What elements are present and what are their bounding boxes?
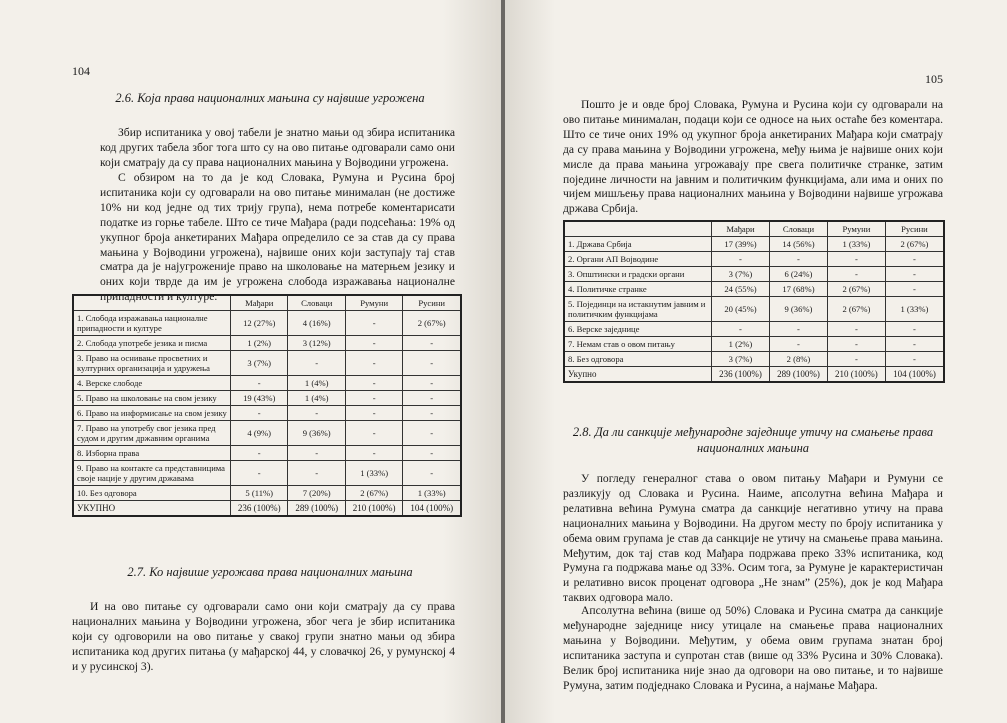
cell: - [345, 391, 402, 406]
cell: - [345, 336, 402, 351]
cell: 14 (56%) [769, 237, 827, 252]
cell: - [345, 376, 402, 391]
row-label: 4. Верске слободе [73, 376, 231, 391]
cell: 3 (7%) [712, 267, 770, 282]
col-header: Румуни [827, 221, 885, 237]
table-row [73, 311, 461, 336]
cell: 2 (67%) [827, 297, 885, 322]
cell: - [288, 406, 345, 421]
row-label: 4. Политичке странке [564, 282, 712, 297]
cell: - [231, 376, 288, 391]
cell: 20 (45%) [712, 297, 770, 322]
col-header: Русини [403, 295, 461, 311]
cell: 24 (55%) [712, 282, 770, 297]
right-paragraph-3: Апсолутна већина (више од 50%) Словака и Русина сматра да санкције међународне заједнице нису утицале на смањење права националних мањина у Војводини. Међутим, у обема овим групама знатан број испитаника заступа и супротан став (више од 33% Русина и 30% Словака). Велик број испитаника није знао да одговори на ово питање, и то највише Румуна, затим подједнако Словака и Русина, а најмање Мађара. [563, 604, 943, 692]
cell: 9 (36%) [288, 421, 345, 446]
cell: - [885, 322, 944, 337]
table-row [564, 267, 944, 282]
cell: 3 (7%) [712, 352, 770, 367]
cell: 1 (33%) [827, 237, 885, 252]
cell: 2 (67%) [827, 282, 885, 297]
table-row [73, 486, 461, 501]
row-label: 2. Слобода употребе језика и писма [73, 336, 231, 351]
col-header: Мађари [231, 295, 288, 311]
cell: - [345, 351, 402, 376]
row-label: 10. Без одговора [73, 486, 231, 501]
cell: 1 (2%) [712, 337, 770, 352]
cell: 4 (16%) [288, 311, 345, 336]
page-number-right: 105 [925, 72, 943, 86]
col-header: Словаци [288, 295, 345, 311]
cell: - [712, 322, 770, 337]
rights-threatened-table [72, 294, 462, 517]
cell: - [885, 337, 944, 352]
cell: - [769, 252, 827, 267]
cell: - [288, 461, 345, 486]
right-paragraph-2: У погледу генералног става о овом питању Мађари и Румуни се разликују од Словака и Русина. Наиме, апсолутна већина Мађара и релативна већина Румуна сматра да санкције негативно утичу на права националних мањина у Војводини. На другом месту по броју испитаника у обема овим групама је став да санкције не утичу на смањење права мањина. Међутим, док тај став код Мађара подржава преко 33% испитаника, код Румуна га подржава мање од 33%. Осим тога, за Румуне је карактеристичан и релативно висок проценат одговора „Не знам” (25%), док је код Мађара таквих одговора мало. [563, 472, 943, 605]
cell: - [403, 421, 461, 446]
cell: 236 (100%) [231, 501, 288, 517]
col-header: Русини [885, 221, 944, 237]
cell: - [403, 391, 461, 406]
table-row [73, 406, 461, 421]
row-label: 3. Право на оснивање просветних и културних организација и удружења [73, 351, 231, 376]
cell: - [231, 461, 288, 486]
section-heading-line-1: 2.8. Да ли санкције међународне заједнице утичу на смањење права [572, 425, 934, 439]
cell: 210 (100%) [345, 501, 402, 517]
cell: - [885, 252, 944, 267]
cell: - [345, 311, 402, 336]
cell: 4 (9%) [231, 421, 288, 446]
table-row [564, 282, 944, 297]
cell: 1 (33%) [345, 461, 402, 486]
cell: 236 (100%) [712, 367, 770, 383]
table-header-row [564, 221, 944, 237]
cell: - [403, 376, 461, 391]
cell: - [345, 421, 402, 446]
cell: 6 (24%) [769, 267, 827, 282]
cell: 289 (100%) [288, 501, 345, 517]
row-label: 1. Слобода изражавања националне припадности и културе [73, 311, 231, 336]
right-paragraph-1: Пошто је и овде број Словака, Румуна и Русина који су одговарали на ово питање минималан, подаци који се односе на њих остаће без коментара. Што се тиче оних 19% од укупног броја анкетираних Мађара који сматрају да су права мањина у Војводини угрожена, међу њима је највише оних који мисле да права мањина угрожавају пре свега политичке странке, затим поједине личности на јавним и политичким функцијама, али има и оних по чијем мишљењу права националних мањина у Војводини највише угрожава држава Србија. [563, 98, 943, 216]
cell: 104 (100%) [403, 501, 461, 517]
table-header-row [73, 295, 461, 311]
cell: 3 (7%) [231, 351, 288, 376]
section-heading-2-7: 2.7. Ко највише угрожава права националних мањина [127, 565, 413, 579]
cell: - [288, 446, 345, 461]
page-number-left: 104 [72, 64, 90, 78]
row-label: 2. Органи АП Војводине [564, 252, 712, 267]
left-paragraph-2: С обзиром на то да је код Словака, Румуна и Русина број испитаника који су одговарали на ово питање минималан (не достиже 10% ни код једне од тих трију група), нема потребе коментарисати податке из горње табеле. Што се тиче Мађара (ради подсећања: 19% од укупног броја анкетираних Мађара определило се за став да су права мањина у Војводини угрожена), највише оних који заступају тај став сматра да је најугроженије право на школовање на матерњем језику и оних који тврде да им је угрожена слобода изражавања националне припадности и културе. [100, 171, 455, 304]
cell: - [403, 446, 461, 461]
left-paragraph-1: Збир испитаника у овој табели је знатно мањи од збира испитаника код других табела због тога што су на ово питање одговарали само они који сматрају да су права националних мањина у Војводини угрожена. [100, 126, 455, 169]
cell: 104 (100%) [885, 367, 944, 383]
cell: 289 (100%) [769, 367, 827, 383]
col-header: Румуни [345, 295, 402, 311]
cell: - [231, 446, 288, 461]
cell: 5 (11%) [231, 486, 288, 501]
cell: 12 (27%) [231, 311, 288, 336]
left-paragraph-3: И на ово питање су одговарали само они који сматрају да су права националних мањина у Војводини угрожена, због чега је збир испитаника који су одговорили на ово питање у свакој групи знатно мањи од збира испитаника код других питања (у мађарској 44, у словачкој 26, у румунској 4 и у русинској 3). [72, 600, 455, 673]
cell: 7 (20%) [288, 486, 345, 501]
cell: - [885, 267, 944, 282]
row-label: 6. Право на информисање на свом језику [73, 406, 231, 421]
table-row [73, 376, 461, 391]
table-row [73, 446, 461, 461]
section-heading-line-2: националних мањина [696, 441, 810, 455]
cell: 2 (67%) [885, 237, 944, 252]
cell: - [769, 337, 827, 352]
cell: - [885, 282, 944, 297]
section-heading-2-6: 2.6. Која права националних мањина су највише угрожена [115, 91, 425, 105]
cell: - [769, 322, 827, 337]
cell: 210 (100%) [827, 367, 885, 383]
right-page [505, 0, 1007, 723]
cell: - [712, 252, 770, 267]
row-label: 8. Изборна права [73, 446, 231, 461]
row-label: 6. Верске заједнице [564, 322, 712, 337]
left-page [0, 0, 503, 723]
cell: 1 (2%) [231, 336, 288, 351]
table-row [564, 352, 944, 367]
row-label: 3. Општински и градски органи [564, 267, 712, 282]
cell: 19 (43%) [231, 391, 288, 406]
cell: 1 (4%) [288, 376, 345, 391]
col-header: Мађари [712, 221, 770, 237]
cell: - [403, 461, 461, 486]
row-label: 9. Право на контакте са представницима своје нације у другим државама [73, 461, 231, 486]
table-row [73, 461, 461, 486]
col-header: Словаци [769, 221, 827, 237]
cell: - [288, 351, 345, 376]
table-row [73, 336, 461, 351]
table-row [564, 237, 944, 252]
cell: - [827, 267, 885, 282]
cell: - [827, 322, 885, 337]
row-label: Укупно [564, 367, 712, 383]
table-total-row [564, 367, 944, 383]
cell: - [345, 406, 402, 421]
table-row [564, 297, 944, 322]
cell: - [827, 352, 885, 367]
cell: 3 (12%) [288, 336, 345, 351]
cell: 2 (67%) [403, 311, 461, 336]
cell: 2 (8%) [769, 352, 827, 367]
row-label: 7. Немам став о овом питању [564, 337, 712, 352]
table-row [73, 421, 461, 446]
table-row [73, 351, 461, 376]
table-row [564, 252, 944, 267]
cell: - [403, 351, 461, 376]
row-label: 8. Без одговора [564, 352, 712, 367]
cell: - [345, 446, 402, 461]
cell: - [403, 406, 461, 421]
cell: - [827, 337, 885, 352]
table-row [564, 337, 944, 352]
cell: 1 (4%) [288, 391, 345, 406]
cell: - [231, 406, 288, 421]
row-label: 7. Право на употребу свог језика пред судом и другим државним органима [73, 421, 231, 446]
cell: 17 (68%) [769, 282, 827, 297]
cell: - [827, 252, 885, 267]
table-row [73, 391, 461, 406]
cell: - [403, 336, 461, 351]
section-heading-2-8 [563, 424, 943, 456]
row-label: 5. Право на школовање на свом језику [73, 391, 231, 406]
cell: 2 (67%) [345, 486, 402, 501]
cell: 9 (36%) [769, 297, 827, 322]
row-label: 1. Држава Србија [564, 237, 712, 252]
cell: 17 (39%) [712, 237, 770, 252]
row-label: 5. Појединци на истакнутим јавним и политичким функцијама [564, 297, 712, 322]
cell: 1 (33%) [885, 297, 944, 322]
cell: 1 (33%) [403, 486, 461, 501]
cell: - [885, 352, 944, 367]
table-row [564, 322, 944, 337]
table-total-row [73, 501, 461, 517]
row-label: УКУПНО [73, 501, 231, 517]
who-threatens-table [563, 220, 945, 383]
